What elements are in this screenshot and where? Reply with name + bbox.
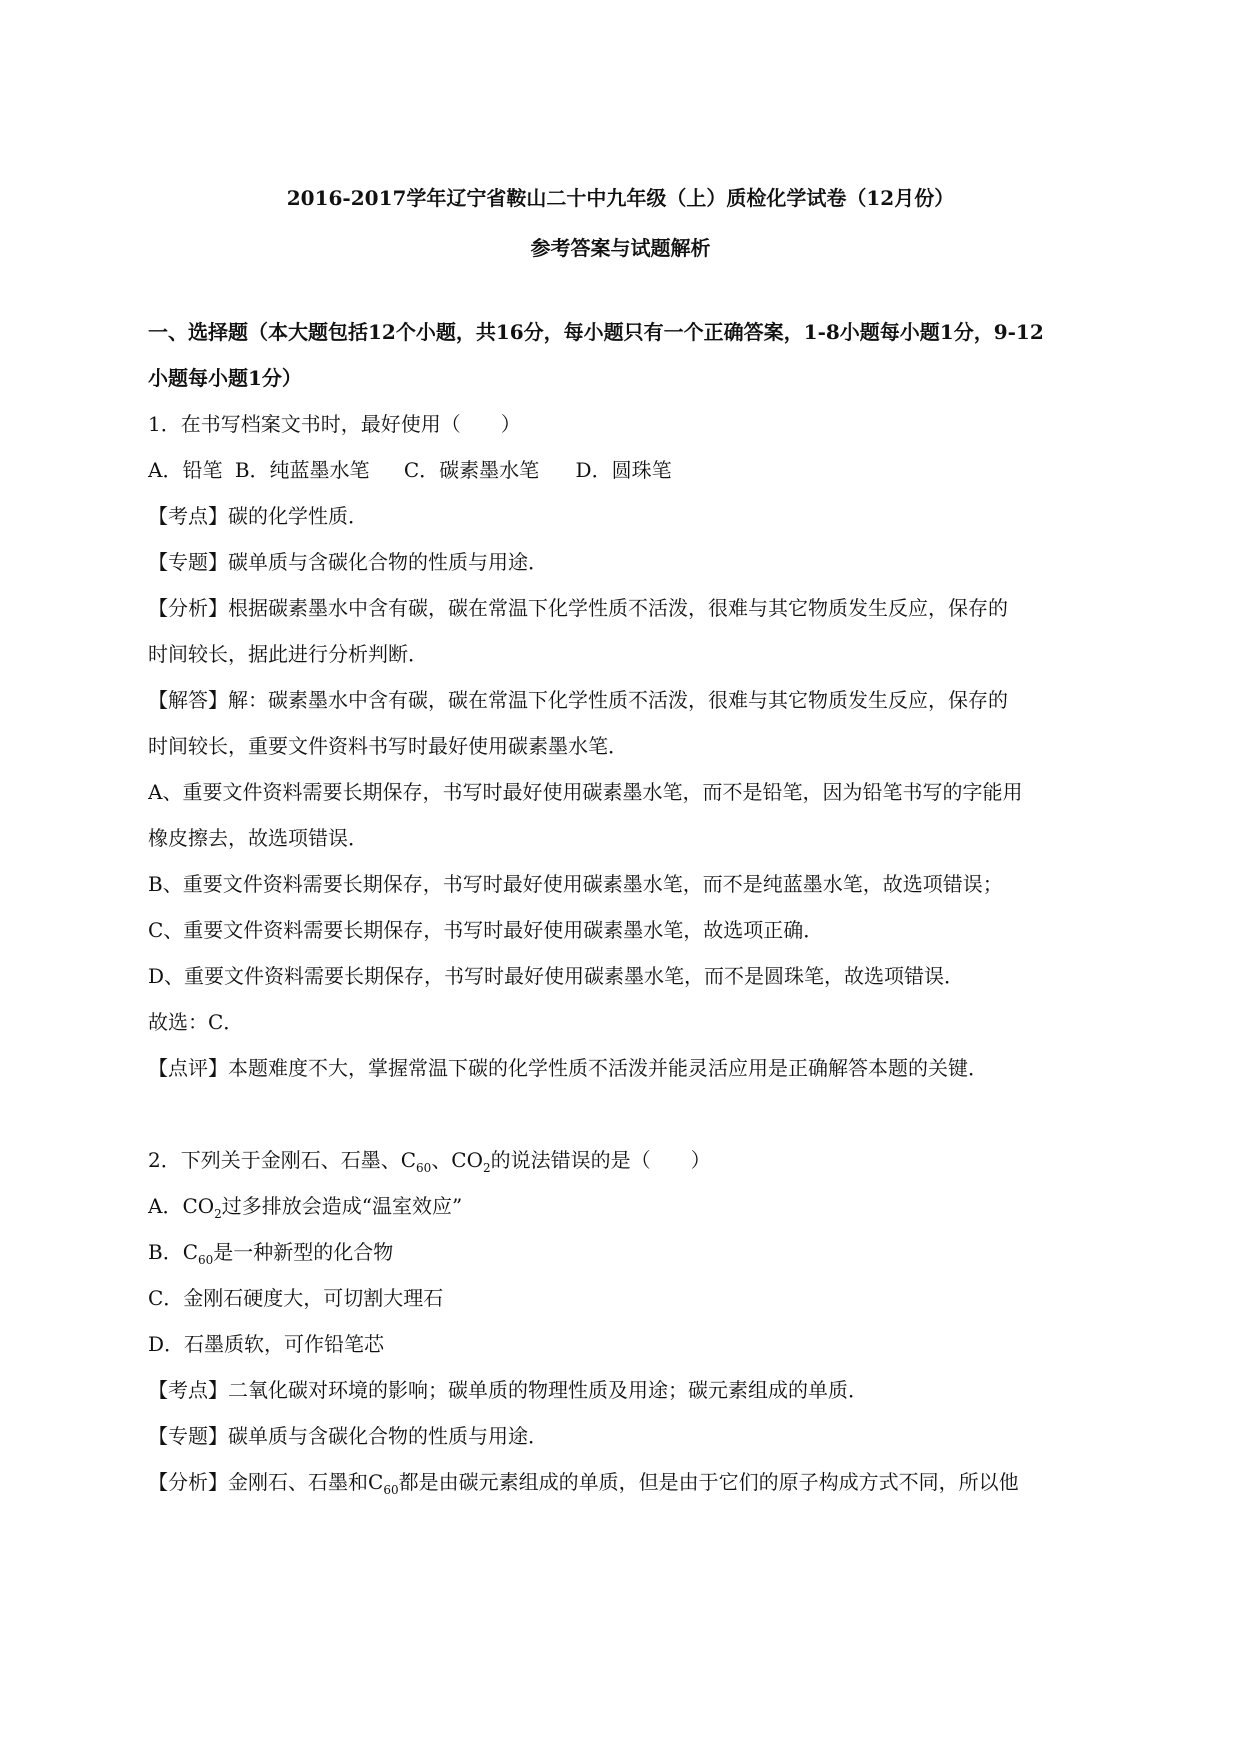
q2-zhuanti xyxy=(148,1422,1093,1450)
q1-option-b: B．纯蓝墨水笔 xyxy=(234,458,370,482)
q2-stem-subscript-60: 60 xyxy=(416,1161,432,1175)
q2-option-a xyxy=(148,1192,1093,1228)
q1-explain-a-line-1: A、重要文件资料需要长期保存，书写时最好使用碳素墨水笔，而不是铅笔，因为铅笔书写的字能用 xyxy=(148,780,1023,804)
page-subtitle: 参考答案与试题解析 xyxy=(530,236,711,260)
q1-stem: 1．在书写档案文书时，最好使用（ ） xyxy=(148,412,521,436)
q2-option-c: C．金刚石硬度大，可切割大理石 xyxy=(148,1286,444,1310)
q1-kaodian-text: 碳的化学性质． xyxy=(228,504,368,528)
q2-option-a-part-1: A．CO xyxy=(148,1194,215,1218)
q1-zhuanti-tag: 【专题】 xyxy=(148,550,228,574)
q2-fenxi-part-1: 金刚石、石墨和C xyxy=(228,1470,384,1494)
section-heading-line-2: 小题每小题1分） xyxy=(148,366,302,390)
page-title: 2016-2017学年辽宁省鞍山二十中九年级（上）质检化学试卷（12月份） xyxy=(286,186,955,210)
q1-explain-d: D、重要文件资料需要长期保存，书写时最好使用碳素墨水笔，而不是圆珠笔，故选项错误． xyxy=(148,964,965,988)
q2-fenxi-subscript: 60 xyxy=(383,1483,399,1497)
q1-option-d: D．圆珠笔 xyxy=(575,458,672,482)
q2-stem-subscript-2: 2 xyxy=(483,1161,491,1175)
q2-kaodian-tag: 【考点】 xyxy=(148,1378,228,1402)
q1-dianping-text: 本题难度不大，掌握常温下碳的化学性质不活泼并能灵活应用是正确解答本题的关键． xyxy=(228,1056,988,1080)
q1-jieda-tag: 【解答】 xyxy=(148,688,228,712)
q1-fenxi-text-1: 根据碳素墨水中含有碳，碳在常温下化学性质不活泼，很难与其它物质发生反应，保存的 xyxy=(228,596,1008,620)
q1-explain-a-line-2: 橡皮擦去，故选项错误． xyxy=(148,826,368,850)
q2-option-d: D．石墨质软，可作铅笔芯 xyxy=(148,1332,385,1356)
q1-kaodian-tag: 【考点】 xyxy=(148,504,228,528)
q2-option-a-subscript: 2 xyxy=(214,1207,222,1221)
section-heading-line-1: 一、选择题（本大题包括12个小题，共16分，每小题只有一个正确答案，1-8小题每小题1分，9-12 xyxy=(148,320,1044,344)
q2-fenxi-part-2: 都是由碳元素组成的单质，但是由于它们的原子构成方式不同，所以他 xyxy=(398,1470,1019,1494)
q1-kaodian xyxy=(148,502,1093,530)
q1-zhuanti-text: 碳单质与含碳化合物的性质与用途． xyxy=(228,550,548,574)
q2-fenxi-line-1 xyxy=(148,1468,1093,1504)
q1-options xyxy=(148,456,1093,484)
q2-option-b-part-2: 是一种新型的化合物 xyxy=(213,1240,394,1264)
q1-zhuanti xyxy=(148,548,1093,576)
q1-fenxi-tag: 【分析】 xyxy=(148,596,228,620)
q1-jieda-line-2: 时间较长，重要文件资料书写时最好使用碳素墨水笔． xyxy=(148,734,628,758)
q2-option-b-part-1: B．C xyxy=(148,1240,198,1264)
q1-jieda-line-1 xyxy=(148,686,1093,714)
q1-dianping xyxy=(148,1054,1093,1082)
q2-option-b xyxy=(148,1238,1093,1274)
q2-option-b-subscript: 60 xyxy=(198,1253,214,1267)
q2-option-a-part-2: 过多排放会造成“温室效应” xyxy=(221,1194,463,1218)
q1-explain-b: B、重要文件资料需要长期保存，书写时最好使用碳素墨水笔，而不是纯蓝墨水笔，故选项错误； xyxy=(148,872,1003,896)
q2-kaodian-text: 二氧化碳对环境的影响；碳单质的物理性质及用途；碳元素组成的单质． xyxy=(228,1378,868,1402)
q1-answer: 故选：C． xyxy=(148,1010,244,1034)
q2-zhuanti-text: 碳单质与含碳化合物的性质与用途． xyxy=(228,1424,548,1448)
q2-kaodian xyxy=(148,1376,1093,1404)
q2-stem-part-3: 的说法错误的是（ ） xyxy=(490,1148,711,1172)
q1-option-a: A．铅笔 xyxy=(148,458,223,482)
q1-dianping-tag: 【点评】 xyxy=(148,1056,228,1080)
q2-stem xyxy=(148,1146,1093,1182)
q1-jieda-text-1: 解：碳素墨水中含有碳，碳在常温下化学性质不活泼，很难与其它物质发生反应，保存的 xyxy=(228,688,1008,712)
q2-zhuanti-tag: 【专题】 xyxy=(148,1424,228,1448)
q1-fenxi-line-1 xyxy=(148,594,1093,622)
q2-stem-part-1: 2．下列关于金刚石、石墨、C xyxy=(148,1148,417,1172)
q1-fenxi-line-2: 时间较长，据此进行分析判断． xyxy=(148,642,428,666)
q2-fenxi-tag: 【分析】 xyxy=(148,1470,228,1494)
q1-option-c: C．碳素墨水笔 xyxy=(403,458,540,482)
q1-explain-c: C、重要文件资料需要长期保存，书写时最好使用碳素墨水笔，故选项正确． xyxy=(148,918,824,942)
q2-stem-part-2: 、CO xyxy=(431,1148,484,1172)
